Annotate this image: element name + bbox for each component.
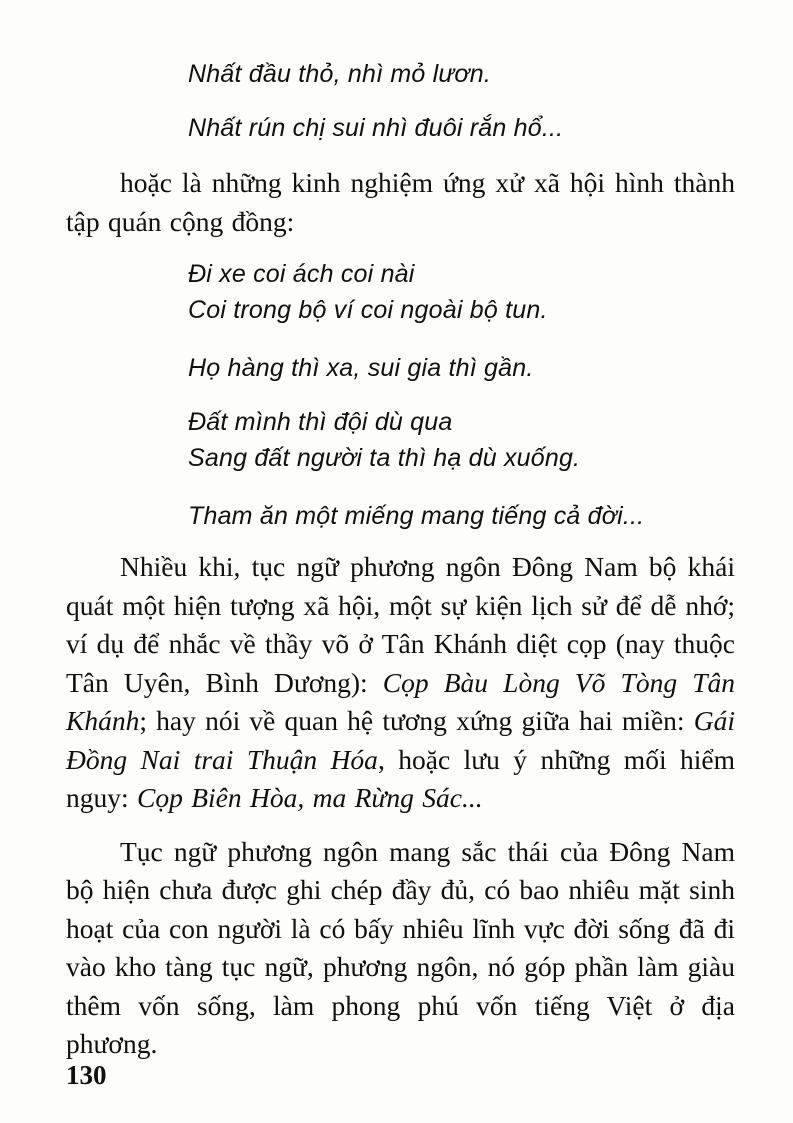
proverb-line: Nhất rún chị sui nhì đuôi rắn hổ... (188, 114, 564, 142)
page-number: 130 (66, 1060, 107, 1090)
paragraph-run: , hoặc lưu ý những mối hiểm nguy: (66, 743, 735, 813)
proverb-quote-4 (188, 350, 735, 386)
paragraph-run-italic: Cọp Bàu Lòng Võ Tòng Tân Khánh (66, 666, 735, 736)
proverb-line: Đi xe coi ách coi nài (188, 260, 415, 288)
proverb-quote-1 (188, 56, 735, 92)
paragraph-run: ; hay nói về quan hệ tương xứng giữa hai miền: (139, 705, 694, 736)
proverb-quote-6 (188, 498, 735, 534)
paragraph-text: Tục ngữ phương ngôn mang sắc thái của Đông Nam bộ hiện chưa được ghi chép đầy đủ, có bao nhiêu mặt sinh hoạt của con người là có bấy nhiêu lĩnh vực đời sống đã đi vào kho tàng tục ngữ, phương ngôn, nó góp phần làm giàu thêm vốn sống, làm phong phú vốn tiếng Việt ở địa phương. (66, 835, 735, 1059)
paragraph-tuc-ngu (66, 833, 735, 1064)
proverb-quote-2 (188, 110, 735, 146)
proverb-quote-5 (188, 404, 735, 476)
paragraph-run: Nhiều khi, tục ngữ phương ngôn Đông Nam bộ khái quát một hiện tượng xã hội, một sự kiện lịch sử để dễ nhớ; ví dụ để nhắc về thầy võ ở Tân Khánh diệt cọp (nay thuộc Tân Uyên, Bình Dương): (66, 551, 735, 698)
paragraph-text: hoặc là những kinh nghiệm ứng xử xã hội hình thành tập quán cộng đồng: (66, 167, 735, 237)
proverb-line: Tham ăn một miếng mang tiếng cả đời... (188, 502, 645, 530)
proverb-line: Coi trong bộ ví coi ngoài bộ tun. (188, 296, 548, 324)
paragraph-nhieu-khi (66, 548, 735, 818)
proverb-line: Sang đất người ta thì hạ dù xuống. (188, 444, 581, 472)
paragraph-run-italic: Cọp Biên Hòa, ma Rừng Sác... (137, 782, 483, 813)
paragraph-run-italic: Gái Đồng Nai trai Thuận Hóa (66, 705, 735, 775)
proverb-line: Nhất đầu thỏ, nhì mỏ lươn. (188, 60, 491, 88)
paragraph-hoac (66, 164, 735, 241)
proverb-line: Họ hàng thì xa, sui gia thì gần. (188, 354, 534, 382)
proverb-quote-3 (188, 256, 735, 328)
proverb-line: Đất mình thì đội dù qua (188, 408, 453, 436)
